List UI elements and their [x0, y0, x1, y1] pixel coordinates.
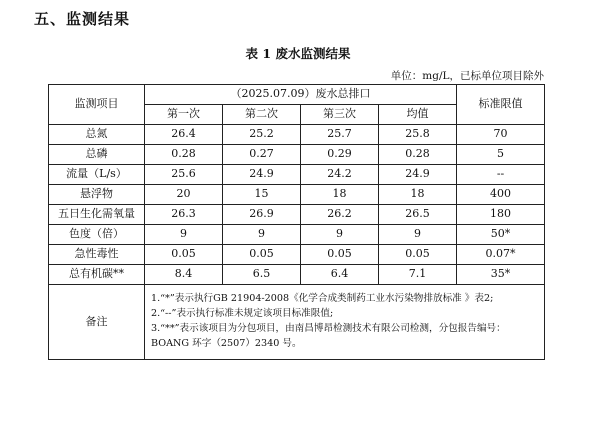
note-line-3: 3.“**”表示该项目为分包项目，由南昌博昂检测技术有限公司检测，分包报告编号：BOANG 环字（2507）2340 号。	[151, 323, 506, 349]
header-col-3: 第三次	[301, 105, 379, 125]
row-value: 24.9	[223, 165, 301, 185]
header-group: （2025.07.09）废水总排口	[145, 85, 457, 105]
table-row	[49, 225, 545, 245]
table-row	[49, 265, 545, 285]
note-line-2: 2.“--”表示执行标准未规定该项目标准限值;	[151, 308, 334, 320]
row-value: 20	[145, 185, 223, 205]
note-line-1: 1.“*”表示执行GB 21904-2008《化学合成类制药工业水污染物排放标准 》表2;	[151, 293, 494, 305]
unit-note: 单位：mg/L，已标单位项目除外	[390, 70, 544, 82]
row-item-name: 急性毒性	[49, 245, 145, 265]
table-row	[49, 245, 545, 265]
row-limit: 180	[457, 205, 545, 225]
row-item-name: 总磷	[49, 145, 145, 165]
row-value: 8.4	[145, 265, 223, 285]
header-row-group	[49, 85, 545, 105]
row-value: 0.28	[145, 145, 223, 165]
notes-label: 备注	[49, 285, 145, 360]
row-average: 26.5	[379, 205, 457, 225]
monitoring-results-table	[48, 84, 545, 360]
table-row	[49, 165, 545, 185]
row-value: 0.27	[223, 145, 301, 165]
row-item-name: 悬浮物	[49, 185, 145, 205]
row-average: 25.8	[379, 125, 457, 145]
row-limit: 0.07*	[457, 245, 545, 265]
section-title: 五、监测结果	[34, 10, 131, 28]
row-value: 26.4	[145, 125, 223, 145]
row-value: 25.6	[145, 165, 223, 185]
row-value: 0.05	[145, 245, 223, 265]
notes-row	[49, 285, 545, 360]
row-value: 9	[223, 225, 301, 245]
header-col-avg: 均值	[379, 105, 457, 125]
row-limit: 70	[457, 125, 545, 145]
header-col-2: 第二次	[223, 105, 301, 125]
row-average: 7.1	[379, 265, 457, 285]
row-item-name: 总氮	[49, 125, 145, 145]
table-row	[49, 205, 545, 225]
header-col-1: 第一次	[145, 105, 223, 125]
header-limit: 标准限值	[457, 85, 545, 125]
row-value: 26.3	[145, 205, 223, 225]
row-value: 0.05	[301, 245, 379, 265]
row-value: 0.29	[301, 145, 379, 165]
row-item-name: 色度（倍）	[49, 225, 145, 245]
row-value: 25.2	[223, 125, 301, 145]
row-limit: 35*	[457, 265, 545, 285]
table-caption: 表 1 废水监测结果	[245, 46, 351, 61]
row-value: 9	[145, 225, 223, 245]
row-limit: --	[457, 165, 545, 185]
row-item-name: 流量（L/s）	[49, 165, 145, 185]
row-value: 6.5	[223, 265, 301, 285]
row-value: 9	[301, 225, 379, 245]
row-average: 9	[379, 225, 457, 245]
row-value: 24.2	[301, 165, 379, 185]
table-row	[49, 185, 545, 205]
row-value: 18	[301, 185, 379, 205]
table-row	[49, 125, 545, 145]
row-average: 24.9	[379, 165, 457, 185]
row-value: 25.7	[301, 125, 379, 145]
row-limit: 400	[457, 185, 545, 205]
row-value: 6.4	[301, 265, 379, 285]
row-value: 26.2	[301, 205, 379, 225]
row-average: 0.05	[379, 245, 457, 265]
row-limit: 50*	[457, 225, 545, 245]
header-item: 监测项目	[49, 85, 145, 125]
row-limit: 5	[457, 145, 545, 165]
row-average: 0.28	[379, 145, 457, 165]
row-item-name: 总有机碳**	[49, 265, 145, 285]
row-value: 0.05	[223, 245, 301, 265]
row-value: 15	[223, 185, 301, 205]
row-item-name: 五日生化需氧量	[49, 205, 145, 225]
row-value: 26.9	[223, 205, 301, 225]
notes-content	[145, 285, 545, 360]
row-average: 18	[379, 185, 457, 205]
table-row	[49, 145, 545, 165]
